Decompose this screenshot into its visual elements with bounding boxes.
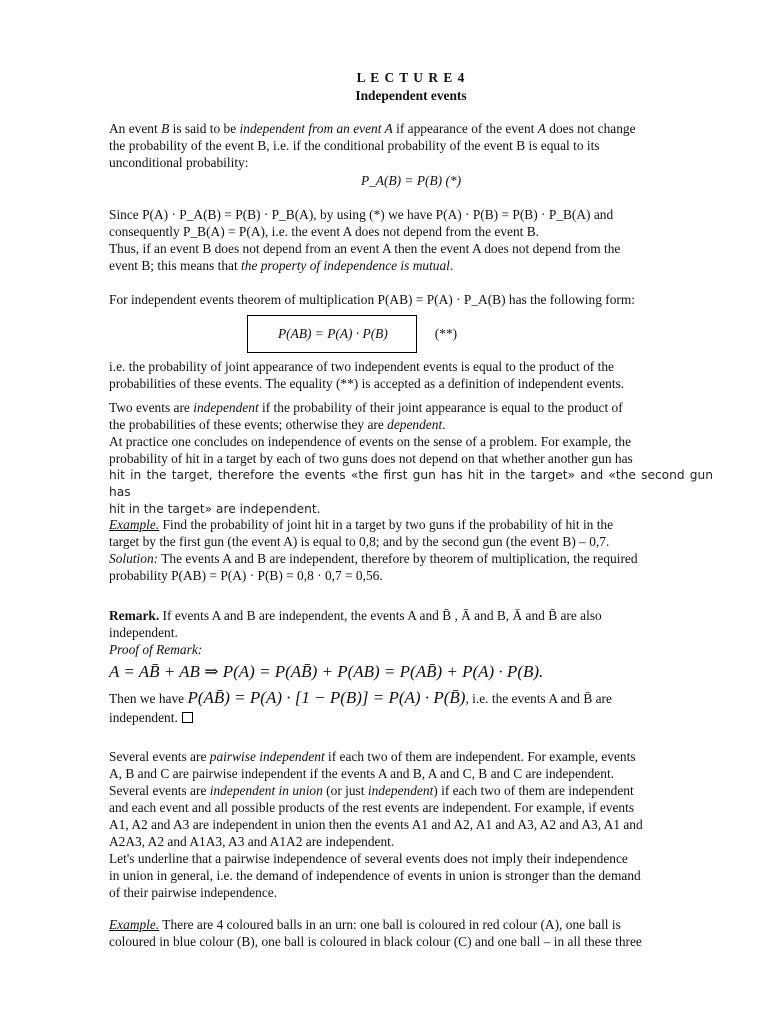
independence-line-5: hit in the target, therefore the events «the first gun has hit in the target» and «the second gun has (109, 468, 713, 499)
qed-square-icon (182, 712, 193, 723)
proof-equation: A = AB̄ + AB ⇒ P(A) = P(AB̄) + P(AB) = P(AB̄) + P(A) · P(B). (109, 662, 544, 681)
proof-conclusion-line-2: independent. (109, 709, 713, 726)
pairwise-line-2: A, B and C are pairwise independent if the events A and B, A and C, B and C are independent. (109, 766, 615, 781)
page-title: Independent events (355, 88, 467, 103)
mutual-line-2: consequently P_B(A) = P(A), i.e. the event A does not depend from the event B. (109, 224, 540, 239)
product-line-1: i.e. the probability of joint appearance of two independent events is equal to the product of the (109, 359, 614, 374)
example-guns-line-2: target by the first gun (the event A) is equal to 0,8; and by the second gun (the event B) – 0,7. (109, 534, 610, 549)
product-paragraph (109, 358, 713, 392)
mutual-line-1: Since P(A) · P_A(B) = P(B) · P_B(A), by using (*) we have P(A) · P(B) = P(B) · P_B(A) and (109, 207, 614, 222)
product-line-2: probabilities of these events. The equality (**) is accepted as a definition of independent events. (109, 376, 625, 391)
remark-block (109, 607, 713, 726)
boxed-equation-row (247, 315, 457, 353)
remark-line-2: independent. (109, 625, 178, 640)
example-guns-line-3: Solution: The events A and B are independent, therefore by theorem of multiplication, the required (109, 551, 638, 566)
proof-label: Proof of Remark: (109, 642, 203, 657)
remark-line-1: Remark. If events A and B are independent, the events A and B̄ , Ā and B, Ā and B̄ are also (109, 608, 602, 623)
definition-line-1: An event B is said to be independent from an event A if appearance of the event A does not change (109, 121, 636, 136)
independence-line-3: At practice one concludes on independence of events on the sense of a problem. For example, the (109, 434, 632, 449)
pairwise-line-3: Several events are independent in union (or just independent) if each two of them are independent (109, 783, 634, 798)
multiplication-intro: For independent events theorem of multiplication P(AB) = P(A) · P_A(B) has the following form: (109, 292, 635, 307)
equation-tag: (**) (434, 326, 458, 341)
pairwise-line-1: Several events are pairwise independent if each two of them are independent. For example, events (109, 749, 636, 764)
pairwise-line-4: and each event and all possible products of the rest events are independent. For example, if events (109, 800, 635, 815)
example-guns-line-1: Example. Find the probability of joint hit in a target by two guns if the probability of hit in the (109, 517, 614, 532)
definition-line-3: unconditional probability: (109, 155, 249, 170)
independence-line-2: the probabilities of these events; otherwise they are dependent. (109, 417, 446, 432)
lecture-number: L E C T U R E 4 (356, 70, 466, 85)
independence-line-1: Two events are independent if the probability of their joint appearance is equal to the product of (109, 400, 623, 415)
mutual-line-4: event B; this means that the property of independence is mutual. (109, 258, 454, 273)
example-urn (109, 916, 713, 950)
example-guns (109, 516, 713, 584)
boxed-equation: P(AB) = P(A) · P(B) (247, 315, 417, 353)
definition-line-2: the probability of the event B, i.e. if the conditional probability of the event B is equal to its (109, 138, 600, 153)
example-guns-line-4: probability P(AB) = P(A) · P(B) = 0,8 · 0,7 = 0,56. (109, 568, 383, 583)
example-urn-line-1: Example. There are 4 coloured balls in an urn: one ball is coloured in red colour (A), one ball is (109, 917, 621, 932)
proof-conclusion: Then we have P(AB̄) = P(A) · [1 − P(B)] = P(A) · P(B̄), i.e. the events A and B̄ are (109, 688, 612, 707)
pairwise-line-6: A2A3, A2 and A1A3, A3 and A1A2 are independent. (109, 834, 395, 849)
mutual-line-3: Thus, if an event B does not depend from an event A then the event A does not depend from the (109, 241, 621, 256)
pairwise-line-9: of their pairwise independence. (109, 885, 278, 900)
pairwise-line-8: in union in general, i.e. the demand of independence of events in union is stronger than the demand (109, 868, 641, 883)
pairwise-line-5: A1, A2 and A3 are independent in union then the events A1 and A2, A1 and A3, A2 and A3, A1 and (109, 817, 643, 832)
pairwise-line-7: Let's underline that a pairwise independence of several events does not imply their independence (109, 851, 628, 866)
definition-paragraph (109, 120, 713, 171)
independence-paragraph (109, 399, 713, 518)
example-urn-line-2: coloured in blue colour (B), one ball is coloured in black colour (C) and one ball – in all these three (109, 934, 642, 949)
pairwise-paragraph (109, 748, 713, 901)
mutual-paragraph (109, 206, 713, 274)
equation-star: P_A(B) = P(B) (*) (360, 173, 462, 188)
independence-line-4: probability of hit in a target by each of two guns does not depend on that whether another gun has (109, 451, 633, 466)
independence-line-6: hit in the target» are independent. (109, 502, 321, 516)
